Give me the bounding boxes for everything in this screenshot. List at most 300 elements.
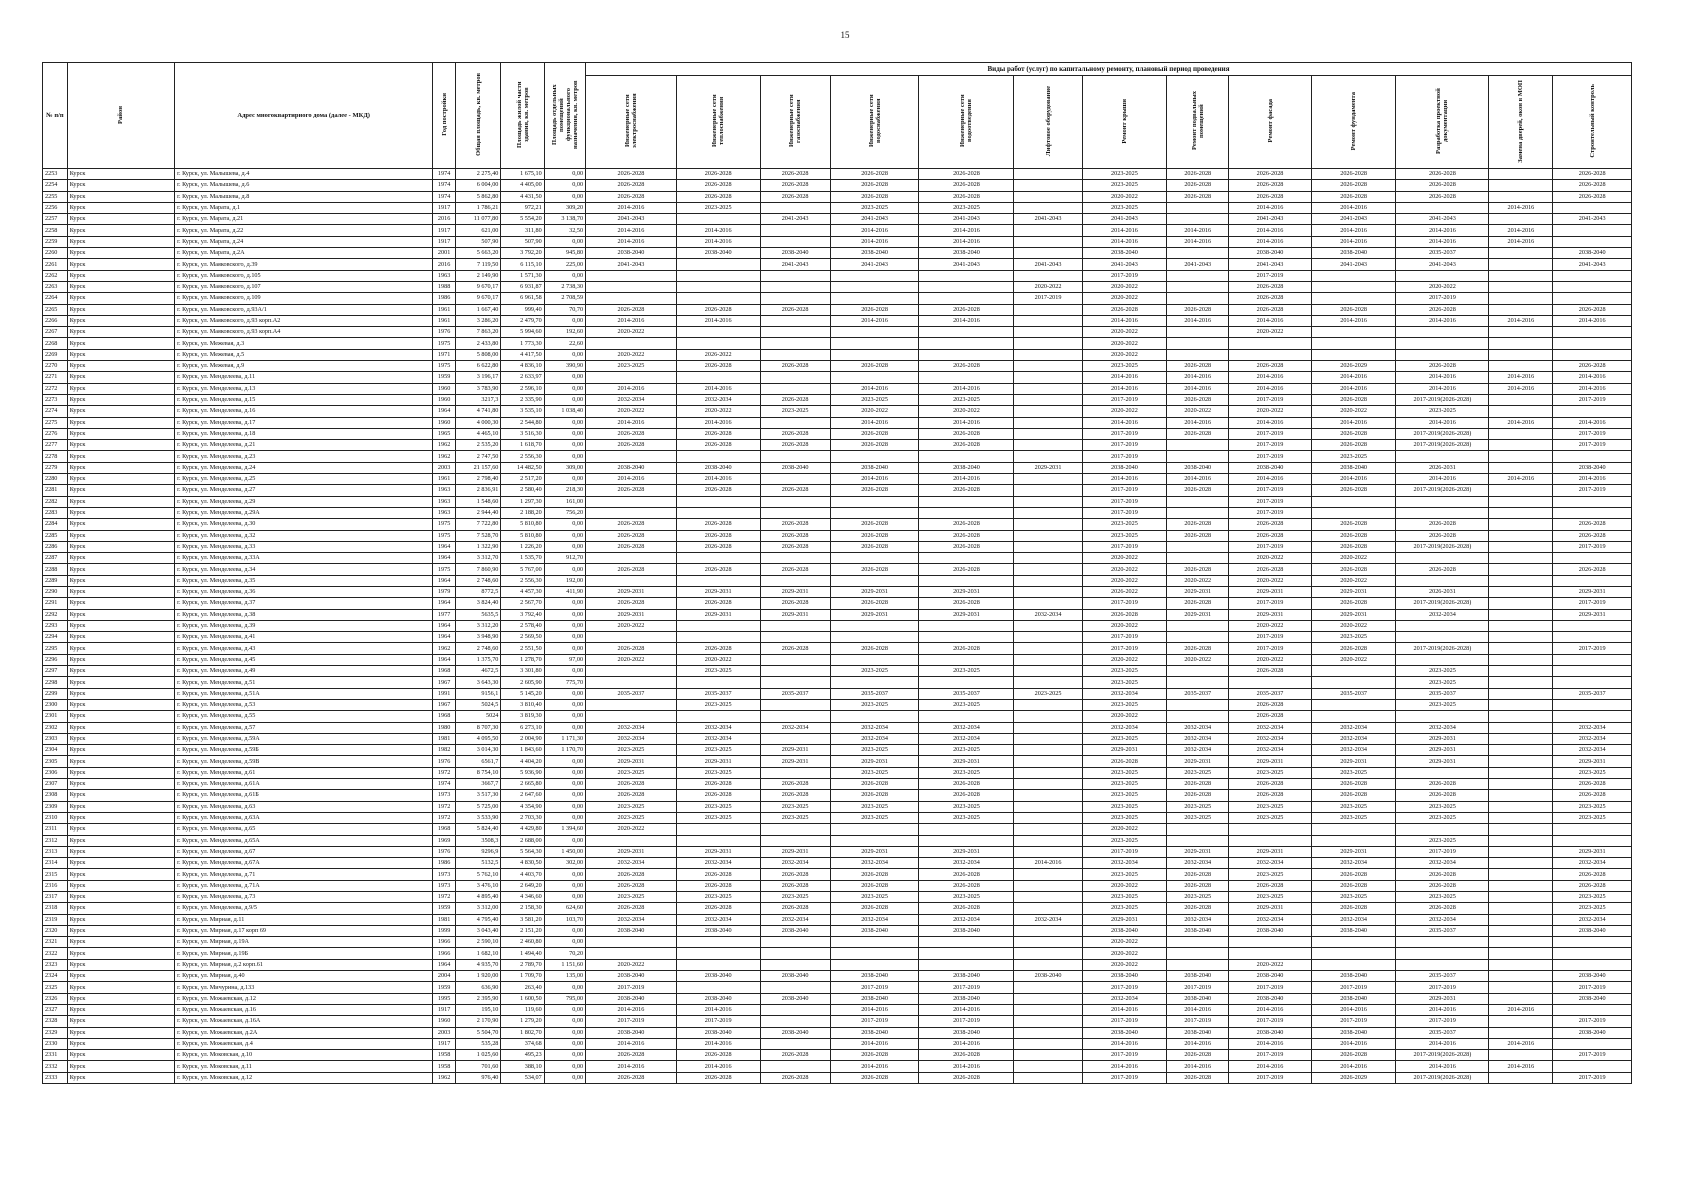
cell-electric: 2023-2025 xyxy=(586,892,677,903)
cell-num: 2284 xyxy=(43,519,68,530)
cell-living-area: 5 554,20 xyxy=(501,214,544,225)
cell-roof: 2023-2025 xyxy=(1082,779,1167,790)
cell-supervision xyxy=(1553,1004,1632,1015)
cell-district: Курск xyxy=(67,214,174,225)
table-row xyxy=(43,451,1632,462)
cell-design: 2026-2028 xyxy=(1396,880,1489,891)
cell-elevator xyxy=(1014,1072,1082,1083)
cell-supervision xyxy=(1553,553,1632,564)
cell-foundation: 2026-2028 xyxy=(1311,394,1396,405)
cell-foundation xyxy=(1311,507,1396,518)
cell-doors-windows xyxy=(1489,858,1553,869)
cell-nonres-area: 0,00 xyxy=(544,1016,585,1027)
cell-address: г. Курск, ул. Маяковского, д.93 корп.А2 xyxy=(175,315,433,326)
cell-year: 1917 xyxy=(433,202,456,213)
cell-total-area: 1 025,60 xyxy=(455,1050,500,1061)
cell-gas xyxy=(760,711,830,722)
cell-water: 2023-2025 xyxy=(830,666,919,677)
cell-design: 2023-2025 xyxy=(1396,699,1489,710)
cell-facade: 2026-2028 xyxy=(1229,779,1312,790)
table-row xyxy=(43,801,1632,812)
cell-basement: 2029-2031 xyxy=(1167,586,1229,597)
cell-basement xyxy=(1167,270,1229,281)
cell-elevator xyxy=(1014,812,1082,823)
cell-foundation: 2035-2037 xyxy=(1311,688,1396,699)
cell-address: г. Курск, ул. Менделеева, д.63А xyxy=(175,812,433,823)
cell-address: г. Курск, ул. Межевая, д.9 xyxy=(175,361,433,372)
cell-basement: 2026-2028 xyxy=(1167,598,1229,609)
header-address: Адрес многоквартирного дома (далее - МКД) xyxy=(175,63,433,169)
cell-heating: 2026-2028 xyxy=(676,169,760,180)
cell-address: г. Курск, ул. Менделеева, д.41 xyxy=(175,632,433,643)
cell-electric: 2026-2028 xyxy=(586,440,677,451)
cell-district: Курск xyxy=(67,1038,174,1049)
cell-elevator xyxy=(1014,948,1082,959)
cell-supervision: 2017-2019 xyxy=(1553,1050,1632,1061)
cell-gas xyxy=(760,677,830,688)
cell-gas: 2038-2040 xyxy=(760,462,830,473)
cell-foundation: 2032-2034 xyxy=(1311,745,1396,756)
cell-foundation: 2038-2040 xyxy=(1311,1027,1396,1038)
cell-roof: 2017-2019 xyxy=(1082,428,1167,439)
cell-living-area: 4 457,30 xyxy=(501,586,544,597)
cell-water xyxy=(830,575,919,586)
cell-elevator xyxy=(1014,440,1082,451)
cell-living-area: 2 004,90 xyxy=(501,733,544,744)
cell-year: 2003 xyxy=(433,462,456,473)
cell-design: 2032-2034 xyxy=(1396,609,1489,620)
cell-district: Курск xyxy=(67,790,174,801)
cell-facade: 2017-2019 xyxy=(1229,541,1312,552)
table-row xyxy=(43,338,1632,349)
cell-nonres-area: 309,20 xyxy=(544,202,585,213)
cell-total-area: 7 119,50 xyxy=(455,259,500,270)
cell-sewer xyxy=(919,293,1014,304)
cell-basement xyxy=(1167,937,1229,948)
cell-num: 2270 xyxy=(43,361,68,372)
cell-doors-windows xyxy=(1489,722,1553,733)
table-row xyxy=(43,440,1632,451)
table-row xyxy=(43,327,1632,338)
cell-total-area: 3 312,20 xyxy=(455,620,500,631)
cell-heating xyxy=(676,711,760,722)
cell-total-area: 7 722,80 xyxy=(455,519,500,530)
cell-nonres-area: 0,00 xyxy=(544,519,585,530)
cell-supervision xyxy=(1553,202,1632,213)
cell-electric: 2026-2028 xyxy=(586,304,677,315)
cell-roof: 2017-2019 xyxy=(1082,394,1167,405)
cell-year: 1971 xyxy=(433,349,456,360)
cell-facade: 2026-2028 xyxy=(1229,564,1312,575)
cell-foundation: 2017-2019 xyxy=(1311,1016,1396,1027)
cell-doors-windows xyxy=(1489,948,1553,959)
table-row xyxy=(43,270,1632,281)
cell-water: 2014-2016 xyxy=(830,417,919,428)
cell-elevator xyxy=(1014,654,1082,665)
cell-foundation: 2032-2034 xyxy=(1311,722,1396,733)
table-row xyxy=(43,892,1632,903)
cell-district: Курск xyxy=(67,632,174,643)
cell-foundation xyxy=(1311,835,1396,846)
cell-address: г. Курск, ул. Марата, д.22 xyxy=(175,225,433,236)
cell-doors-windows xyxy=(1489,530,1553,541)
cell-foundation xyxy=(1311,281,1396,292)
cell-design: 2026-2028 xyxy=(1396,903,1489,914)
cell-district: Курск xyxy=(67,948,174,959)
cell-roof: 2020-2022 xyxy=(1082,948,1167,959)
cell-address: г. Курск, ул. Менделеева, д.65 xyxy=(175,824,433,835)
cell-elevator xyxy=(1014,507,1082,518)
cell-sewer: 2026-2028 xyxy=(919,180,1014,191)
cell-foundation: 2020-2022 xyxy=(1311,553,1396,564)
cell-supervision: 2035-2037 xyxy=(1553,688,1632,699)
cell-facade: 2038-2040 xyxy=(1229,1027,1312,1038)
cell-address: г. Курск, ул. Менделеева, д.63 xyxy=(175,801,433,812)
cell-num: 2273 xyxy=(43,394,68,405)
cell-num: 2259 xyxy=(43,236,68,247)
cell-roof: 2014-2016 xyxy=(1082,315,1167,326)
cell-elevator xyxy=(1014,925,1082,936)
cell-num: 2297 xyxy=(43,666,68,677)
cell-gas xyxy=(760,699,830,710)
cell-sewer: 2023-2025 xyxy=(919,699,1014,710)
cell-gas xyxy=(760,383,830,394)
cell-water xyxy=(830,338,919,349)
cell-design: 2035-2037 xyxy=(1396,688,1489,699)
table-row xyxy=(43,530,1632,541)
cell-foundation: 2014-2016 xyxy=(1311,236,1396,247)
cell-total-area: 636,90 xyxy=(455,982,500,993)
cell-roof: 2014-2016 xyxy=(1082,1038,1167,1049)
cell-facade: 2023-2025 xyxy=(1229,767,1312,778)
cell-address: г. Курск, ул. Маяковского, д.105 xyxy=(175,270,433,281)
cell-elevator xyxy=(1014,530,1082,541)
cell-nonres-area: 0,00 xyxy=(544,722,585,733)
cell-total-area: 3 196,17 xyxy=(455,372,500,383)
cell-nonres-area: 302,00 xyxy=(544,858,585,869)
cell-year: 1995 xyxy=(433,993,456,1004)
cell-heating: 2026-2028 xyxy=(676,564,760,575)
cell-year: 1917 xyxy=(433,225,456,236)
cell-sewer xyxy=(919,372,1014,383)
cell-num: 2323 xyxy=(43,959,68,970)
cell-doors-windows: 2014-2016 xyxy=(1489,225,1553,236)
cell-roof: 2020-2022 xyxy=(1082,191,1167,202)
cell-water: 2032-2034 xyxy=(830,914,919,925)
cell-heating xyxy=(676,948,760,959)
cell-roof: 2020-2022 xyxy=(1082,824,1167,835)
cell-facade: 2020-2022 xyxy=(1229,654,1312,665)
cell-foundation: 2023-2025 xyxy=(1311,812,1396,823)
cell-living-area: 3 516,30 xyxy=(501,428,544,439)
cell-electric xyxy=(586,281,677,292)
cell-address: г. Курск, ул. Менделеева, д.59Б xyxy=(175,745,433,756)
cell-facade xyxy=(1229,677,1312,688)
cell-water: 2026-2028 xyxy=(830,440,919,451)
cell-heating: 2029-2031 xyxy=(676,586,760,597)
cell-facade: 2032-2034 xyxy=(1229,858,1312,869)
cell-design: 2029-2031 xyxy=(1396,993,1489,1004)
cell-sewer xyxy=(919,632,1014,643)
cell-electric: 2026-2028 xyxy=(586,485,677,496)
cell-foundation xyxy=(1311,824,1396,835)
cell-living-area: 1 709,70 xyxy=(501,971,544,982)
cell-water: 2026-2028 xyxy=(830,790,919,801)
cell-sewer: 2026-2028 xyxy=(919,541,1014,552)
cell-gas xyxy=(760,451,830,462)
cell-doors-windows xyxy=(1489,451,1553,462)
cell-supervision: 2026-2028 xyxy=(1553,361,1632,372)
cell-facade: 2014-2016 xyxy=(1229,225,1312,236)
cell-num: 2322 xyxy=(43,948,68,959)
cell-sewer: 2023-2025 xyxy=(919,767,1014,778)
cell-year: 1977 xyxy=(433,609,456,620)
cell-basement xyxy=(1167,959,1229,970)
capital-repair-table-wrapper xyxy=(42,62,1632,1084)
cell-facade: 2029-2031 xyxy=(1229,609,1312,620)
cell-doors-windows xyxy=(1489,259,1553,270)
cell-sewer xyxy=(919,349,1014,360)
cell-supervision xyxy=(1553,1038,1632,1049)
cell-foundation xyxy=(1311,711,1396,722)
cell-living-area: 2 188,20 xyxy=(501,507,544,518)
cell-water xyxy=(830,824,919,835)
cell-roof: 2017-2019 xyxy=(1082,632,1167,643)
cell-living-area: 2 665,80 xyxy=(501,779,544,790)
cell-total-area: 8 707,30 xyxy=(455,722,500,733)
cell-basement xyxy=(1167,248,1229,259)
cell-heating: 2026-2028 xyxy=(676,541,760,552)
cell-num: 2283 xyxy=(43,507,68,518)
cell-doors-windows xyxy=(1489,541,1553,552)
header-works-group: Виды работ (услуг) по капитальному ремонту, плановый период проведения xyxy=(586,63,1632,76)
cell-elevator xyxy=(1014,315,1082,326)
table-row xyxy=(43,169,1632,180)
cell-roof: 2023-2025 xyxy=(1082,180,1167,191)
cell-gas: 2032-2034 xyxy=(760,914,830,925)
table-row xyxy=(43,553,1632,564)
cell-water xyxy=(830,372,919,383)
cell-living-area: 2 335,90 xyxy=(501,394,544,405)
cell-district: Курск xyxy=(67,519,174,530)
cell-gas xyxy=(760,202,830,213)
cell-district: Курск xyxy=(67,575,174,586)
cell-elevator xyxy=(1014,383,1082,394)
cell-heating xyxy=(676,281,760,292)
cell-district: Курск xyxy=(67,507,174,518)
cell-num: 2285 xyxy=(43,530,68,541)
cell-water: 2014-2016 xyxy=(830,236,919,247)
cell-nonres-area: 2 738,30 xyxy=(544,281,585,292)
cell-basement: 2017-2019 xyxy=(1167,982,1229,993)
cell-roof: 2026-2028 xyxy=(1082,756,1167,767)
cell-supervision: 2026-2028 xyxy=(1553,191,1632,202)
page-number: 15 xyxy=(840,30,850,40)
cell-heating xyxy=(676,982,760,993)
cell-water: 2023-2025 xyxy=(830,699,919,710)
cell-supervision: 2026-2028 xyxy=(1553,169,1632,180)
cell-supervision: 2026-2028 xyxy=(1553,779,1632,790)
cell-supervision: 2023-2025 xyxy=(1553,903,1632,914)
cell-basement: 2026-2028 xyxy=(1167,790,1229,801)
cell-elevator xyxy=(1014,553,1082,564)
cell-roof: 2014-2016 xyxy=(1082,1004,1167,1015)
cell-year: 1960 xyxy=(433,417,456,428)
cell-roof: 2023-2025 xyxy=(1082,202,1167,213)
cell-foundation: 2038-2040 xyxy=(1311,971,1396,982)
cell-supervision xyxy=(1553,236,1632,247)
cell-supervision xyxy=(1553,451,1632,462)
cell-roof: 2023-2025 xyxy=(1082,835,1167,846)
cell-roof: 2017-2019 xyxy=(1082,982,1167,993)
cell-doors-windows xyxy=(1489,1027,1553,1038)
cell-elevator xyxy=(1014,846,1082,857)
cell-address: г. Курск, ул. Менделеева, д.71А xyxy=(175,880,433,891)
cell-doors-windows xyxy=(1489,937,1553,948)
cell-foundation: 2026-2028 xyxy=(1311,1050,1396,1061)
cell-district: Курск xyxy=(67,225,174,236)
cell-living-area: 2 517,20 xyxy=(501,474,544,485)
cell-foundation xyxy=(1311,327,1396,338)
cell-facade: 2014-2016 xyxy=(1229,417,1312,428)
cell-water: 2026-2028 xyxy=(830,1050,919,1061)
cell-foundation: 2026-2029 xyxy=(1311,361,1396,372)
cell-doors-windows: 2014-2016 xyxy=(1489,236,1553,247)
cell-foundation: 2026-2028 xyxy=(1311,530,1396,541)
cell-heating: 2032-2034 xyxy=(676,858,760,869)
table-row xyxy=(43,281,1632,292)
cell-gas: 2026-2028 xyxy=(760,169,830,180)
cell-elevator xyxy=(1014,959,1082,970)
cell-heating xyxy=(676,507,760,518)
cell-foundation: 2026-2028 xyxy=(1311,440,1396,451)
cell-doors-windows xyxy=(1489,925,1553,936)
cell-nonres-area: 0,00 xyxy=(544,711,585,722)
cell-address: г. Курск, ул. Менделеева, д.59В xyxy=(175,756,433,767)
cell-design xyxy=(1396,632,1489,643)
cell-address: г. Курск, ул. Менделеева, д.71 xyxy=(175,869,433,880)
cell-electric: 2020-2022 xyxy=(586,349,677,360)
table-row xyxy=(43,948,1632,959)
cell-electric: 2032-2034 xyxy=(586,722,677,733)
cell-water: 2038-2040 xyxy=(830,248,919,259)
cell-total-area: 7 863,20 xyxy=(455,327,500,338)
cell-total-area: 5 762,10 xyxy=(455,869,500,880)
cell-elevator xyxy=(1014,180,1082,191)
cell-water xyxy=(830,677,919,688)
header-work-7: Ремонт крыши xyxy=(1082,76,1167,169)
cell-year: 1975 xyxy=(433,361,456,372)
cell-foundation: 2026-2028 xyxy=(1311,541,1396,552)
cell-num: 2254 xyxy=(43,180,68,191)
cell-sewer: 2017-2019 xyxy=(919,982,1014,993)
cell-nonres-area: 0,00 xyxy=(544,643,585,654)
cell-basement: 2014-2016 xyxy=(1167,1038,1229,1049)
cell-foundation: 2020-2022 xyxy=(1311,406,1396,417)
cell-foundation: 2026-2028 xyxy=(1311,428,1396,439)
cell-elevator xyxy=(1014,191,1082,202)
cell-living-area: 3 792,40 xyxy=(501,609,544,620)
cell-facade: 2038-2040 xyxy=(1229,462,1312,473)
cell-sewer: 2026-2028 xyxy=(919,191,1014,202)
cell-electric: 2026-2028 xyxy=(586,869,677,880)
cell-address: г. Курск, ул. Менделеева, д.15 xyxy=(175,394,433,405)
cell-design: 2014-2016 xyxy=(1396,1061,1489,1072)
cell-heating xyxy=(676,496,760,507)
cell-address: г. Курск, ул. Менделеева, д.9/5 xyxy=(175,903,433,914)
cell-living-area: 5 936,90 xyxy=(501,767,544,778)
cell-doors-windows: 2014-2016 xyxy=(1489,202,1553,213)
cell-address: г. Курск, ул. Менделеева, д.73 xyxy=(175,892,433,903)
cell-nonres-area: 161,00 xyxy=(544,496,585,507)
cell-electric: 2029-2031 xyxy=(586,609,677,620)
cell-basement xyxy=(1167,835,1229,846)
cell-address: г. Курск, ул. Менделеева, д.55 xyxy=(175,711,433,722)
table-row xyxy=(43,361,1632,372)
cell-nonres-area: 0,00 xyxy=(544,801,585,812)
cell-living-area: 1 773,30 xyxy=(501,338,544,349)
cell-basement: 2026-2028 xyxy=(1167,880,1229,891)
cell-design: 2017-2019(2026-2028) xyxy=(1396,541,1489,552)
cell-gas: 2029-2031 xyxy=(760,756,830,767)
cell-living-area: 2 688,00 xyxy=(501,835,544,846)
cell-heating: 2014-2016 xyxy=(676,1061,760,1072)
cell-sewer: 2026-2028 xyxy=(919,1072,1014,1083)
cell-water: 2032-2034 xyxy=(830,858,919,869)
cell-living-area: 5 145,20 xyxy=(501,688,544,699)
cell-sewer: 2014-2016 xyxy=(919,225,1014,236)
header-work-11: Разработка проектной документации xyxy=(1396,76,1489,169)
cell-doors-windows xyxy=(1489,812,1553,823)
cell-basement xyxy=(1167,327,1229,338)
cell-gas: 2026-2028 xyxy=(760,903,830,914)
cell-electric xyxy=(586,372,677,383)
cell-gas xyxy=(760,225,830,236)
cell-doors-windows xyxy=(1489,327,1553,338)
cell-total-area: 3 643,30 xyxy=(455,677,500,688)
cell-district: Курск xyxy=(67,383,174,394)
cell-year: 1968 xyxy=(433,666,456,677)
cell-elevator xyxy=(1014,496,1082,507)
cell-year: 1960 xyxy=(433,383,456,394)
cell-water xyxy=(830,948,919,959)
cell-design: 2023-2025 xyxy=(1396,406,1489,417)
cell-supervision: 2026-2028 xyxy=(1553,869,1632,880)
table-row xyxy=(43,643,1632,654)
cell-water: 2014-2016 xyxy=(830,474,919,485)
cell-doors-windows xyxy=(1489,993,1553,1004)
cell-basement: 2026-2028 xyxy=(1167,485,1229,496)
table-row xyxy=(43,914,1632,925)
cell-basement: 2014-2016 xyxy=(1167,383,1229,394)
cell-sewer xyxy=(919,835,1014,846)
cell-basement: 2020-2022 xyxy=(1167,575,1229,586)
cell-heating: 2026-2028 xyxy=(676,304,760,315)
cell-year: 1968 xyxy=(433,824,456,835)
cell-sewer: 2026-2028 xyxy=(919,304,1014,315)
cell-roof: 2038-2040 xyxy=(1082,248,1167,259)
cell-heating: 2026-2028 xyxy=(676,790,760,801)
cell-address: г. Курск, ул. Межевая, д.5 xyxy=(175,349,433,360)
cell-address: г. Курск, ул. Менделеева, д.30 xyxy=(175,519,433,530)
cell-heating xyxy=(676,620,760,631)
cell-supervision: 2026-2028 xyxy=(1553,880,1632,891)
cell-heating xyxy=(676,259,760,270)
cell-design: 2026-2028 xyxy=(1396,191,1489,202)
table-row xyxy=(43,711,1632,722)
table-row xyxy=(43,519,1632,530)
cell-heating: 2026-2028 xyxy=(676,519,760,530)
